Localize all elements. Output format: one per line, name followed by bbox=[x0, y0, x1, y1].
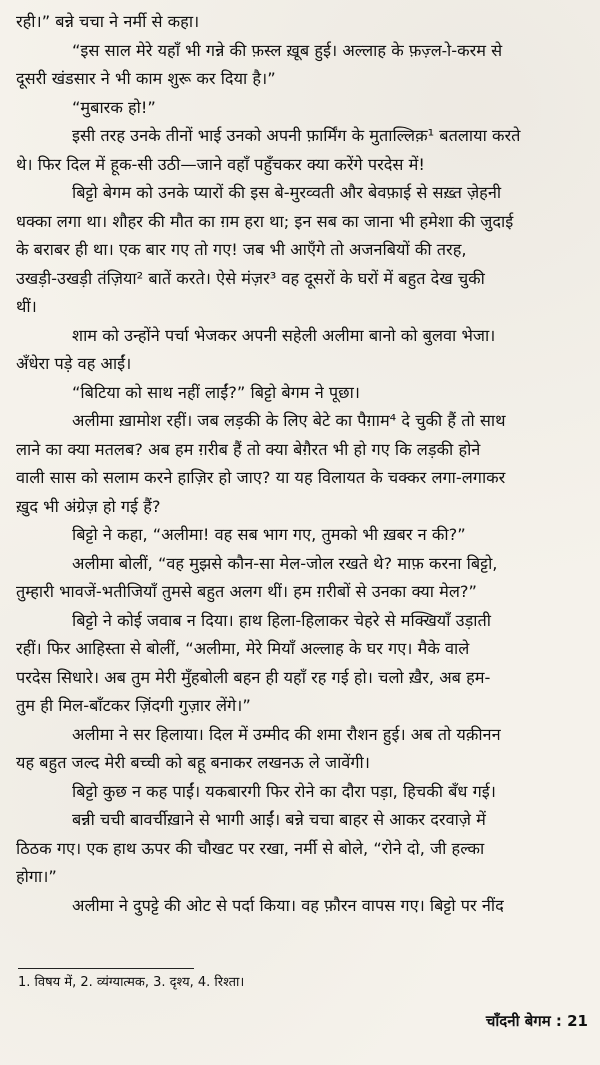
text-line: “मुबारक हो!” bbox=[72, 97, 156, 117]
text-line: बिट्टो बेगम को उनके प्यारों की इस बे-मुरव्वती और बेवफ़ाई से सख़्त ज़ेहनी bbox=[72, 183, 502, 202]
text-line: अँधेरा पड़े वह आईं। bbox=[16, 354, 132, 373]
footnote: 1. विषय में, 2. व्यंग्यात्मक, 3. दृश्य, 4. रिश्ता। bbox=[18, 975, 245, 990]
text-line: बिट्टो कुछ न कह पाईं। यकबारगी फिर रोने का दौरा पड़ा, हिचकी बँध गई। bbox=[72, 781, 496, 801]
text-line: इसी तरह उनके तीनों भाई उनको अपनी फ़ार्मिंग के मुताल्लिक़¹ बतलाया करते bbox=[72, 126, 521, 145]
text-line: धक्का लगा था। शौहर की मौत का ग़म हरा था; इन सब का जाना भी हमेशा की जुदाई bbox=[16, 211, 514, 231]
text-line: तुम्हारी भावजें-भतीजियाँ तुमसे बहुत अलग थीं। हम ग़रीबों से उनका क्या मेल?” bbox=[16, 582, 477, 601]
text-line: तुम ही मिल-बाँटकर ज़िंदगी गुज़ार लेंगे।” bbox=[16, 696, 251, 715]
text-line: “बिटिया को साथ नहीं लाईं?” बिट्टो बेगम ने पूछा। bbox=[72, 382, 360, 402]
text-line: लाने का क्या मतलब? अब हम ग़रीब हैं तो क्या बेग़ैरत भी हो गए कि लड़की होने bbox=[16, 439, 481, 459]
text-line: अलीमा ख़ामोश रहीं। जब लड़की के लिए बेटे का पैग़ाम⁴ दे चुकी हैं तो साथ bbox=[72, 411, 506, 430]
text-line: रहीं। फिर आहिस्ता से बोलीं, “अलीमा, मेरे मियाँ अल्लाह के घर गए। मैके वाले bbox=[16, 639, 470, 658]
text-line: के बराबर ही था। एक बार गए तो गए! जब भी आएँगे तो अजनबियों की तरह, bbox=[16, 240, 467, 259]
text-line: अलीमा ने सर हिलाया। दिल में उम्मीद की शमा रौशन हुई। अब तो यक़ीनन bbox=[72, 724, 501, 744]
text-line: बिट्टो ने कहा, “अलीमा! वह सब भाग गए, तुमको भी ख़बर न की?” bbox=[72, 525, 466, 544]
body-text bbox=[16, 8, 590, 920]
text-line: शाम को उन्होंने पर्चा भेजकर अपनी सहेली अलीमा बानो को बुलवा भेजा। bbox=[72, 325, 496, 345]
text-line: यह बहुत जल्द मेरी बच्ची को बहू बनाकर लखनऊ ले जावेंगी। bbox=[16, 753, 370, 772]
page-number: चाँदनी बेगम : 21 bbox=[485, 1012, 588, 1030]
text-line: थे। फिर दिल में हूक-सी उठी—जाने वहाँ पहुँचकर क्या करेंगे परदेस में! bbox=[16, 154, 425, 174]
text-line: रही।” बन्ने चचा ने नर्मी से कहा। bbox=[16, 12, 200, 31]
text-line: अलीमा ने दुपट्टे की ओट से पर्दा किया। वह फ़ौरन वापस गए। बिट्टो पर नींद bbox=[72, 895, 504, 915]
text-line: बन्नी चची बावर्चीख़ाने से भागी आईं। बन्ने चचा बाहर से आकर दरवाज़े में bbox=[72, 810, 486, 829]
text-line: ख़ुद भी अंग्रेज़ हो गई हैं? bbox=[16, 496, 161, 516]
text-line: दूसरी खंडसार ने भी काम शुरू कर दिया है।” bbox=[16, 69, 276, 88]
text-line: वाली सास को सलाम करने हाज़िर हो जाए? या यह विलायत के चक्कर लगा-लगाकर bbox=[16, 468, 506, 487]
text-line: ठिठक गए। एक हाथ ऊपर की चौखट पर रखा, नर्मी से बोले, “रोने दो, जी हल्का bbox=[16, 838, 485, 858]
text-line: बिट्टो ने कोई जवाब न दिया। हाथ हिला-हिलाकर चेहरे से मक्खियाँ उड़ाती bbox=[72, 610, 491, 630]
text-line: होगा।” bbox=[16, 867, 57, 886]
text-line: थीं। bbox=[16, 297, 37, 316]
text-line: परदेस सिधारे। अब तुम मेरी मुँहबोली बहन ही यहाँ रह गई हो। चलो ख़ैर, अब हम- bbox=[16, 667, 491, 687]
text-line: “इस साल मेरे यहाँ भी गन्ने की फ़स्ल ख़ूब हुई। अल्लाह के फ़ज़्ल-ो-करम से bbox=[72, 40, 503, 60]
text-line: उखड़ी-उखड़ी तंज़िया² बातें करते। ऐसे मंज़र³ वह दूसरों के घरों में बहुत देख चुकी bbox=[16, 268, 485, 288]
footnote-divider bbox=[18, 968, 194, 969]
text-line: अलीमा बोलीं, “वह मुझसे कौन-सा मेल-जोल रखते थे? माफ़ करना बिट्टो, bbox=[72, 553, 498, 573]
